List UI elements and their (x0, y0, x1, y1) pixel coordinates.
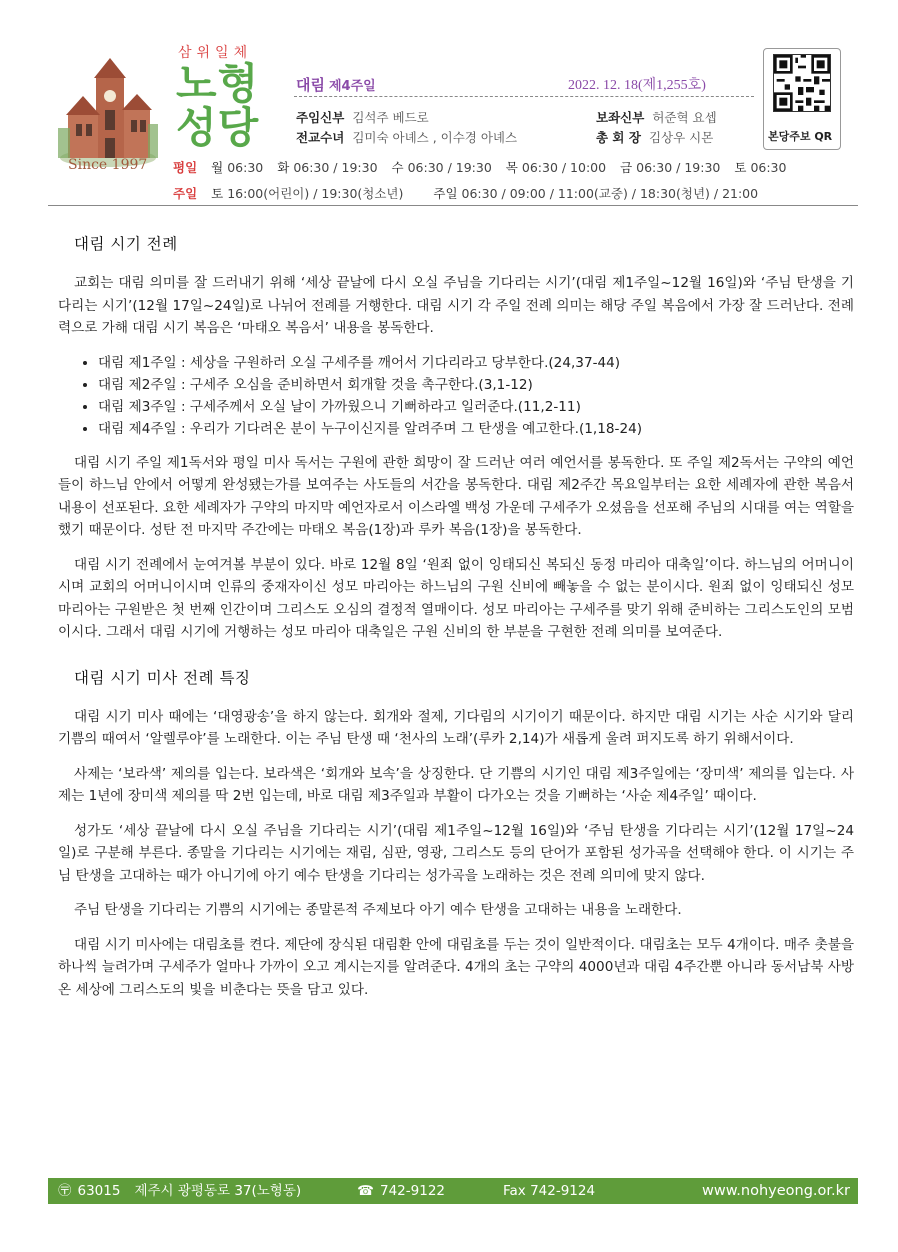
website-link[interactable]: www.nohyeong.or.kr (702, 1183, 850, 1199)
sunday-day: 주일 (433, 186, 458, 201)
section1-paragraph-2: 대림 시기 주일 제1독서와 평일 미사 독서는 구원에 관한 희망이 잘 드러난 여러 예언서를 봉독한다. 또 주일 제2독서는 구약의 예언들이 하느님 안에서 어떻게 완성됐는가를 보여주는 사도들의 서간을 봉독한다. 대림 제2주간 목요일부터는 요한 세례자에 관한 복음서 내용이 선포된다. 요한 세례자가 구약의 마지막 예언자로서 이스라엘 백성 가운데 구세주가 오셨음을 선포해 주님의 시대를 여는 역할을 했기 때문이다. 성탄 전 마지막 주간에는 마태오 복음(1장)과 루카 복음(1장)을 봉독한다. (58, 454, 854, 538)
sunday-sat-day: 토 (211, 186, 224, 201)
section2-paragraph-5: 대림 시기 미사에는 대림초를 켠다. 제단에 장식된 대림환 안에 대림초를 두는 것이 일반적이다. 대림초는 모두 4개이다. 매주 촛불을 하나씩 늘려가며 구세주가 얼마나 가까이 오고 계시는지를 알려준다. 4개의 초는 구약의 4000년과 대림 4주간뿐 아니라 동서남북 사방 온 세상에 그리스도의 빛을 비춘다는 뜻을 담고 있다. (58, 936, 854, 998)
section2-paragraph-3: 성가도 ‘세상 끝날에 다시 오실 주님을 기다리는 시기’(대림 제1주일~12월 16일)와 ‘주님 탄생을 기다리는 시기’(12월 17일~24일)로 구분해 부른다. 종말을 기다리는 시기에는 재림, 심판, 영광, 그리스도 등의 단어가 포함된 성가곡을 선택해야 한다. 이 시기는 주님 탄생을 고대하는 때가 아니기에 아기 예수 탄생을 기다리는 성가곡을 노래하는 것은 전례 의미에 맞지 않다. (58, 822, 854, 884)
sunday-label: 주일 (173, 186, 198, 201)
weekday-wed: 수 (391, 160, 404, 175)
fax-number: Fax 742-9124 (503, 1183, 596, 1199)
sunday-schedule (173, 184, 758, 202)
weekday-sat-time: 06:30 (750, 160, 787, 175)
sunday-sat-time: 16:00(어린이) / 19:30(청소년) (227, 186, 404, 201)
parish-logo (176, 59, 260, 152)
weekday-label: 평일 (173, 160, 198, 175)
parish-tagline: 삼위일체 (178, 45, 253, 61)
staff-pastor (296, 108, 429, 126)
staff-sister (296, 128, 517, 146)
church-illustration (58, 58, 158, 168)
header-divider (48, 205, 858, 206)
section1-title: 대림 시기 전례 (74, 235, 178, 253)
list-item: • 대림 제4주일 : 우리가 기다려온 분이 누구이신지를 알려주며 그 탄생을 예고한다.(1,18-24) (98, 418, 854, 440)
phone-icon: ☎ (357, 1183, 374, 1199)
section2-paragraph-2: 사제는 ‘보라색’ 제의를 입는다. 보라색은 ‘회개와 보속’을 상징한다. 단 기쁨의 시기인 대림 제3주일에는 ‘장미색’ 제의를 입는다. 사제는 1년에 장미색 제의를 딱 2번 입는데, 바로 대림 제3주일과 부활이 다가오는 것을 기뻐하는 ‘사순 제4주일’ 때이다. (58, 765, 854, 804)
address: 제주시 광평동로 37(노형동) (134, 1183, 302, 1199)
qr-label: 본당주보 QR (768, 130, 833, 143)
weekday-schedule (173, 158, 786, 176)
weekday-sat: 토 (734, 160, 747, 175)
bulletin-footer (48, 1178, 858, 1204)
staff-chair-label: 총 회 장 (596, 130, 641, 145)
qr-code-icon[interactable] (773, 54, 831, 112)
bulletin-header (0, 0, 898, 210)
weekday-mon: 월 (211, 160, 224, 175)
weekday-thu-time: 06:30 / 10:00 (521, 160, 607, 175)
staff-assist-label: 보좌신부 (596, 110, 645, 125)
staff-chair (596, 128, 713, 146)
weekday-fri: 금 (620, 160, 633, 175)
weekday-wed-time: 06:30 / 19:30 (407, 160, 492, 175)
staff-pastor-name: 김석주 베드로 (352, 110, 429, 125)
issue-season: 대림 (296, 76, 325, 94)
section2-paragraph-1: 대림 시기 미사 때에는 ‘대영광송’을 하지 않는다. 회개와 절제, 기다림의 시기이기 때문이다. 하지만 대림 시기는 사순 시기와 달리 기쁨의 때여서 ‘알렐루야’를 노래한다. 이는 주님 탄생 때 ‘천사의 노래’(루카 2,14)가 새롭게 울려 퍼지도록 하기 위해서이다. (58, 708, 854, 747)
since-label: Since 1997 (68, 157, 148, 173)
bulletin-body (58, 222, 854, 1013)
staff-pastor-label: 주임신부 (296, 110, 345, 125)
issue-date: 2022. 12. 18(제1,255호) (568, 78, 706, 93)
issue-week: 제4주일 (328, 79, 376, 94)
postal-code: 63015 (77, 1183, 121, 1199)
weekday-fri-time: 06:30 / 19:30 (636, 160, 721, 175)
staff-assist-name: 허준혁 요셉 (652, 110, 717, 125)
list-item: • 대림 제2주일 : 구세주 오심을 준비하면서 회개할 것을 촉구한다.(3,1-12) (98, 374, 854, 396)
postal-icon: 〶 (58, 1183, 72, 1199)
section2-paragraph-4: 주님 탄생을 기다리는 기쁨의 시기에는 종말론적 주제보다 아기 예수 탄생을 고대하는 내용을 노래한다. (74, 902, 682, 918)
sunday-time: 06:30 / 09:00 / 11:00(교중) / 18:30(청년) / 21:00 (461, 186, 759, 201)
weekday-tue-time: 06:30 / 19:30 (293, 160, 378, 175)
section1-paragraph-3: 대림 시기 전례에서 눈여겨볼 부분이 있다. 바로 12월 8일 ‘원죄 없이 잉태되신 복되신 동정 마리아 대축일’이다. 하느님의 어머니이시며 교회의 어머니이시며 인류의 중재자이신 성모 마리아는 하느님의 구원 신비에 빼놓을 수 없는 분이시다. 원죄 없이 잉태되신 성모 마리아는 구원받은 첫 번째 인간이며 그리스도 오심의 결정적 열매이다. 성모 마리아는 구세주를 맞기 위해 준비하는 그리스도인의 모범이시다. 그래서 대림 시기에 거행하는 성모 마리아 대축일은 구원 신비의 한 부분을 구현한 전례 의미를 보여준다. (58, 556, 854, 640)
logo-line1: 노형 (176, 59, 260, 108)
logo-line2: 성당 (176, 103, 260, 152)
staff-chair-name: 김상우 시몬 (648, 130, 714, 145)
section2-title: 대림 시기 미사 전례 특징 (74, 668, 251, 687)
sunday-gospel-list (58, 352, 854, 440)
weekday-thu: 목 (505, 160, 518, 175)
section1-paragraph-1: 교회는 대림 의미를 잘 드러내기 위해 ‘세상 끝날에 다시 오실 주님을 기다리는 시기’(대림 제1주일~12월 16일)와 ‘주님 탄생을 기다리는 시기’(12월 17일~24일)로 나뉘어 전례를 거행한다. 대림 시기 각 주일 전례 의미는 해당 주일 복음에서 가장 잘 드러난다. 전례력으로 가해 대림 시기 복음은 ‘마태오 복음서’ 내용을 봉독한다. (58, 275, 854, 336)
weekday-tue: 화 (277, 160, 290, 175)
staff-assist (596, 108, 717, 126)
weekday-mon-time: 06:30 (227, 160, 264, 175)
issue-title (296, 74, 376, 95)
phone-number: 742-9122 (380, 1183, 445, 1199)
list-item: • 대림 제3주일 : 구세주께서 오실 날이 가까웠으니 기뻐하라고 일러준다.(11,2-11) (98, 396, 854, 418)
list-item: • 대림 제1주일 : 세상을 구원하러 오실 구세주를 깨어서 기다리라고 당부한다.(24,37-44) (98, 352, 854, 374)
staff-sister-label: 전교수녀 (296, 130, 345, 145)
staff-sister-name: 김미숙 아녜스 , 이수경 아녜스 (352, 130, 518, 145)
header-rule (294, 96, 754, 97)
